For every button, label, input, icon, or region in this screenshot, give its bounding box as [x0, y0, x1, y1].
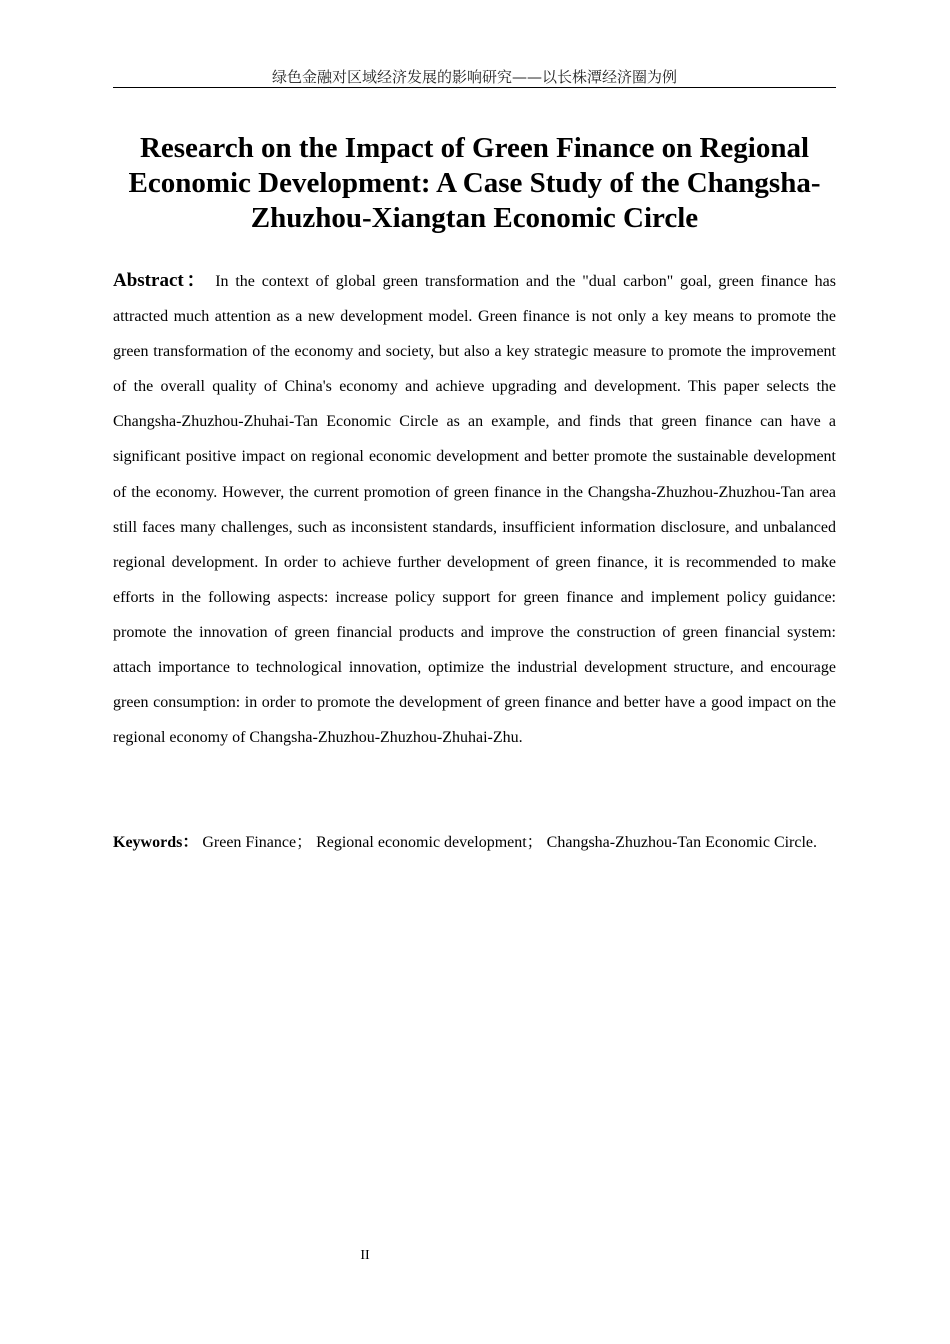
abstract-label: Abstract： — [113, 270, 209, 291]
keywords-text: Green Finance； Regional economic development； Changsha-Zhuzhou-Tan Economic Circle. — [202, 834, 818, 851]
running-header: 绿色金融对区域经济发展的影响研究——以长株潭经济圈为例 — [271, 68, 677, 86]
abstract-text: In the context of global green transformation and the "dual carbon" goal, green finance has attracted much attention as a new development model. Green finance is not only a key means to promote the green transformation of the economy and society, but also a key strategic measure to promote the improvement of the overall quality of China's economy and achieve upgrading and development. This paper selects the Changsha-Zhuzhou-Zhuhai-Tan Economic Circle as an example, and finds that green finance can have a significant positive impact on regional economic development and better promote the sustainable development of the economy. However, the current promotion of green finance in the Changsha-Zhuzhou-Zhuzhou-Tan area still faces many challenges, such as inconsistent standards, insufficient information disclosure, and unbalanced regional development. In order to achieve further development of green finance, it is recommended to make efforts in the following aspects: increase policy support for green finance and implement policy guidance: promote the innovation of green financial products and improve the construction of green financial system: attach importance to technological innovation, optimize the industrial development structure, and encourage green consumption: in order to promote the development of green finance and better have a good impact on the regional economy of Changsha-Zhuzhou-Zhuzhou-Zhuhai-Zhu. — [113, 273, 837, 747]
abstract-paragraph — [113, 263, 836, 755]
header-divider — [113, 87, 836, 88]
page-number: II — [360, 1248, 370, 1263]
keywords-paragraph — [113, 825, 836, 860]
keywords-label: Keywords： — [113, 834, 199, 851]
paper-title: Research on the Impact of Green Finance on Regional Economic Development: A Case Study of the Changsha-Zhuzhou-Xiangtan Economic Circle — [128, 132, 821, 234]
